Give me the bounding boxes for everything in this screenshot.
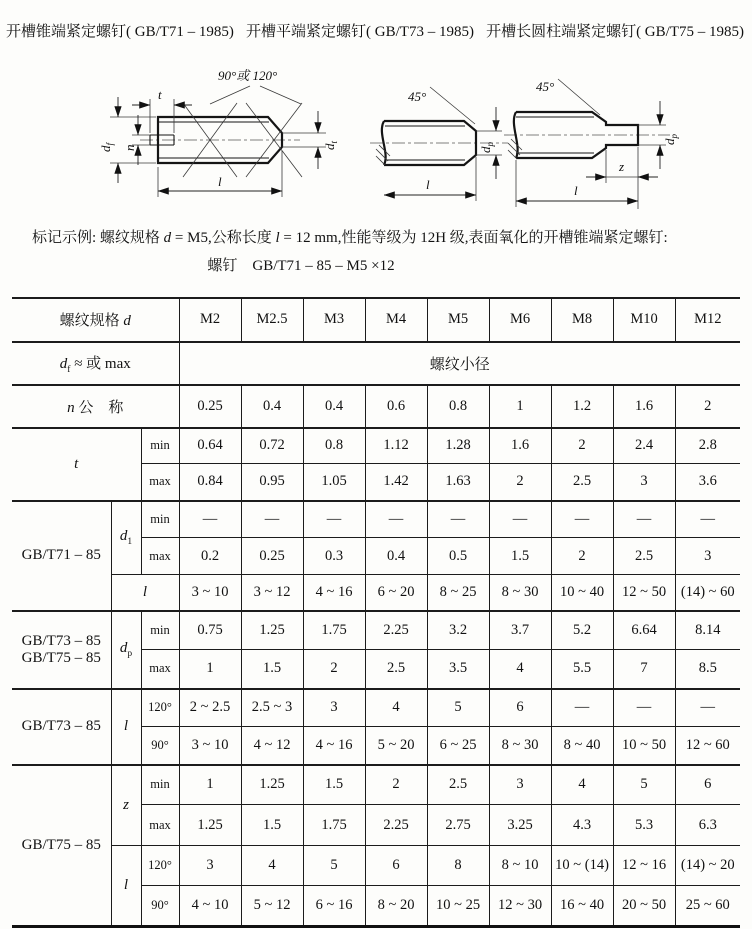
table-cell: 4 [489,650,551,689]
table-cell: 8 ~ 20 [365,886,427,927]
table-cell: 2 [551,538,613,575]
table-cell: 4 ~ 10 [179,886,241,927]
table-row [12,765,740,805]
table-cell: 0.8 [303,428,365,464]
table-cell: 3.6 [675,464,740,501]
table-cell: 1.5 [241,805,303,846]
table-cell: 2.25 [365,805,427,846]
table-cell: 0.4 [241,385,303,428]
marking-example [0,225,752,281]
table-cell: 1.5 [489,538,551,575]
table-cell: 3 ~ 12 [241,575,303,611]
table-cell: max [141,805,179,846]
table-cell: 8 ~ 30 [489,727,551,765]
table-cell: — [489,501,551,538]
table-cell: 12 ~ 16 [613,846,675,886]
table-cell: (14) ~ 60 [675,575,740,611]
table-cell: 1.25 [179,805,241,846]
table-cell: 3 ~ 10 [179,575,241,611]
row-header-t: t [12,428,141,501]
table-cell: 8 ~ 10 [489,846,551,886]
table-cell: 0.5 [427,538,489,575]
table-cell: 6 ~ 16 [303,886,365,927]
table-cell: 5.3 [613,805,675,846]
table-cell: 1 [489,385,551,428]
table-cell: 90° [141,886,179,927]
table-cell: 120° [141,846,179,886]
drawing-dog-point-screw [494,57,699,219]
table-cell: 2 [489,464,551,501]
table-cell: 0.25 [179,385,241,428]
table-row [12,689,740,727]
table-cell: 4 [551,765,613,805]
table-cell: 5 [303,846,365,886]
table-cell: 1.25 [241,611,303,650]
table-cell: 0.75 [179,611,241,650]
table-cell: 4.3 [551,805,613,846]
col-header: M3 [303,298,365,342]
table-cell: min [141,501,179,538]
table-cell: 1.63 [427,464,489,501]
table-cell: 0.3 [303,538,365,575]
table-cell: (14) ~ 20 [675,846,740,886]
table-cell: 6.64 [613,611,675,650]
table-cell: — [675,501,740,538]
table-cell: 10 ~ 25 [427,886,489,927]
table-cell: 5 ~ 12 [241,886,303,927]
col-header: M8 [551,298,613,342]
table-row [12,385,740,428]
table-cell: 2.75 [427,805,489,846]
title-gbt73: 开槽平端紧定螺钉( GB/T73 – 1985) [246,24,474,40]
spec-table [12,297,740,929]
table-cell: 1.12 [365,428,427,464]
table-cell: — [427,501,489,538]
table-row [12,846,740,886]
table-cell: 5 [613,765,675,805]
table-cell: — [613,501,675,538]
table-cell: — [551,689,613,727]
table-cell: 12 ~ 50 [613,575,675,611]
table-cell: 8 ~ 30 [489,575,551,611]
table-cell: 4 ~ 16 [303,727,365,765]
table-cell: 1.5 [303,765,365,805]
table-row [12,428,740,464]
table-cell: 6 ~ 25 [427,727,489,765]
point-dia-label: $d_t$ [322,140,339,150]
table-cell: 2.8 [675,428,740,464]
dog-angle-label: 45° [536,79,555,94]
table-cell: 3.7 [489,611,551,650]
table-cell: 6 [365,846,427,886]
flat-length-label: l [426,177,430,192]
table-cell: 0.25 [241,538,303,575]
table-cell: 3.25 [489,805,551,846]
thread-dia-label: $d_f$ [98,142,115,152]
table-cell: 2 ~ 2.5 [179,689,241,727]
table-cell: 3 ~ 10 [179,727,241,765]
table-cell: 3 [675,538,740,575]
table-cell: min [141,611,179,650]
table-cell: 3.2 [427,611,489,650]
table-cell: 4 [241,846,303,886]
table-cell: 1.5 [241,650,303,689]
table-cell: 3 [613,464,675,501]
dog-length-label: l [574,183,578,198]
col-header: M5 [427,298,489,342]
table-cell: 0.4 [365,538,427,575]
table-cell: 25 ~ 60 [675,886,740,927]
table-cell: 2 [675,385,740,428]
table-cell: 2.5 [427,765,489,805]
table-cell: 4 [365,689,427,727]
table-cell: 2.5 [613,538,675,575]
table-cell: 4 ~ 16 [303,575,365,611]
col-header: M2 [179,298,241,342]
table-cell: max [141,650,179,689]
table-cell: 10 ~ (14) [551,846,613,886]
table-cell: 5.2 [551,611,613,650]
row-header-gbt73-75: GB/T73 – 85 GB/T75 – 85 [12,611,111,689]
table-cell: 1.25 [241,765,303,805]
table-cell: 1.6 [613,385,675,428]
table-cell: 8 ~ 40 [551,727,613,765]
table-cell: 5 [427,689,489,727]
table-cell: max [141,464,179,501]
col-header: M12 [675,298,740,342]
table-cell: 2.5 [365,650,427,689]
table-cell: 2.5 [551,464,613,501]
page-header [0,0,752,41]
flat-angle-label: 45° [408,89,427,104]
table-cell: $d_1$ [111,501,141,575]
dog-length-z-label: z [619,159,625,174]
table-cell: 1.6 [489,428,551,464]
table-row [12,298,740,342]
table-cell: 8 [427,846,489,886]
table-cell: — [179,501,241,538]
table-cell: 0.6 [365,385,427,428]
table-cell: 12 ~ 60 [675,727,740,765]
table-cell: 8.5 [675,650,740,689]
title-gbt71: 开槽锥端紧定螺钉( GB/T71 – 1985) [6,24,234,40]
table-cell: l [111,846,141,927]
col-header: M4 [365,298,427,342]
table-cell: 5 ~ 20 [365,727,427,765]
table-cell: 2 [365,765,427,805]
table-cell: — [551,501,613,538]
table-cell: 0.64 [179,428,241,464]
col-header: M10 [613,298,675,342]
table-cell: 1.2 [551,385,613,428]
table-cell: — [365,501,427,538]
table-cell: min [141,428,179,464]
table-cell: 0.2 [179,538,241,575]
table-cell: 0.95 [241,464,303,501]
table-cell: 8 ~ 25 [427,575,489,611]
table-cell: 6.3 [675,805,740,846]
table-cell: 4 ~ 12 [241,727,303,765]
table-cell: 1.75 [303,805,365,846]
table-cell: $d_p$ [111,611,141,689]
table-cell: — [675,689,740,727]
row-header-gbt71: GB/T71 – 85 [12,501,111,611]
table-cell: 2.4 [613,428,675,464]
row-header-n: n 公 称 [12,385,179,428]
marking-example-line1: 标记示例: 螺纹规格 d = M5,公称长度 l = 12 mm,性能等级为 12H 级,表面氧化的开槽锥端紧定螺钉: [32,230,668,246]
table-cell: 1.75 [303,611,365,650]
table-cell: 2.25 [365,611,427,650]
table-cell: — [241,501,303,538]
technical-drawings [0,41,752,213]
table-cell: 0.84 [179,464,241,501]
table-cell: 20 ~ 50 [613,886,675,927]
spec-table-body [12,298,740,927]
table-cell: 1.42 [365,464,427,501]
slot-depth-label: t [158,87,162,102]
row-header-thread-spec: 螺纹规格 d [12,298,179,342]
table-cell: 2.5 ~ 3 [241,689,303,727]
table-cell: 6 ~ 20 [365,575,427,611]
table-cell: 2 [551,428,613,464]
table-cell: 3 [303,689,365,727]
table-cell: 0.4 [303,385,365,428]
table-cell: 3 [489,765,551,805]
cone-angle-label: 90°或 120° [218,68,278,83]
table-cell: l [111,689,141,765]
table-cell: 1 [179,650,241,689]
table-cell: 8.14 [675,611,740,650]
row-header-gbt73: GB/T73 – 85 [12,689,111,765]
table-cell: 10 ~ 50 [613,727,675,765]
table-cell: — [303,501,365,538]
table-cell: 6 [675,765,740,805]
table-cell: 2 [303,650,365,689]
table-cell: 120° [141,689,179,727]
title-gbt75: 开槽长圆柱端紧定螺钉( GB/T75 – 1985) [486,24,744,40]
table-cell: 7 [613,650,675,689]
table-cell: min [141,765,179,805]
table-cell: 12 ~ 30 [489,886,551,927]
table-cell: 1.28 [427,428,489,464]
length-label: l [218,174,222,189]
table-cell: 10 ~ 40 [551,575,613,611]
table-cell: 3 [179,846,241,886]
table-row [12,501,740,538]
table-cell: 螺纹小径 [179,342,740,385]
drawing-cone-point-screw [86,55,351,213]
slot-width-label: n [122,144,137,151]
table-cell: 6 [489,689,551,727]
table-cell: 90° [141,727,179,765]
table-cell: 3.5 [427,650,489,689]
table-cell: — [613,689,675,727]
table-cell: z [111,765,141,846]
table-row [12,575,740,611]
table-cell: 5.5 [551,650,613,689]
marking-example-line2: 螺钉 GB/T71 – 85 – M5 ×12 [207,257,395,274]
col-header: M6 [489,298,551,342]
flat-point-dia-label: $d_p$ [478,142,495,153]
table-cell: max [141,538,179,575]
table-cell: 16 ~ 40 [551,886,613,927]
table-cell: 1 [179,765,241,805]
table-cell: 0.72 [241,428,303,464]
table-cell: 0.8 [427,385,489,428]
table-row [12,342,740,385]
table-cell: 1.05 [303,464,365,501]
dog-point-dia-label: $d_p$ [662,134,679,145]
row-header-gbt75: GB/T75 – 85 [12,765,111,927]
table-cell: l [111,575,179,611]
table-row [12,611,740,650]
col-header: M2.5 [241,298,303,342]
row-header-df: $d_f$ ≈ 或 max [12,342,179,385]
